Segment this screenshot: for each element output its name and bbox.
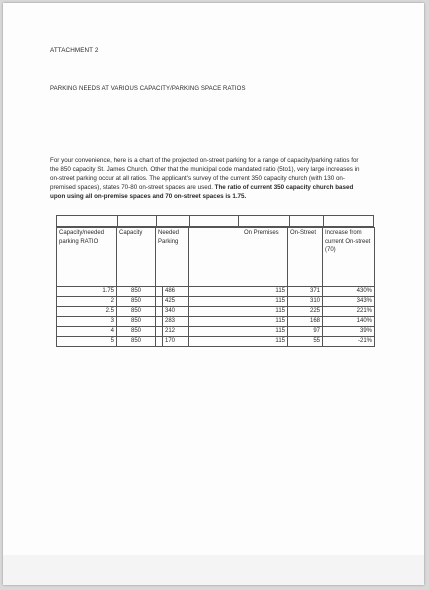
cell-increase: 430% — [323, 287, 375, 297]
header-increase: Increase from current On-street (70) — [323, 228, 375, 287]
table-top-grid — [56, 215, 374, 227]
cell-spacer — [156, 297, 163, 307]
cell-needed: 340 — [163, 307, 189, 317]
header-on-premises: On Premises — [189, 228, 288, 287]
cell-capacity: 850 — [117, 287, 156, 297]
cell-needed: 425 — [163, 297, 189, 307]
table-header-row — [57, 228, 375, 287]
cell-street: 168 — [288, 317, 323, 327]
intro-paragraph — [50, 157, 368, 202]
cell-spacer — [156, 317, 163, 327]
cell-ratio: 2 — [57, 297, 117, 307]
cell-spacer — [156, 307, 163, 317]
cell-ratio: 1.75 — [57, 287, 117, 297]
page-bottom-margin — [3, 555, 424, 585]
cell-ratio: 5 — [57, 337, 117, 347]
cell-increase: 221% — [323, 307, 375, 317]
parking-table — [56, 227, 375, 347]
cell-capacity: 850 — [117, 327, 156, 337]
cell-needed: 486 — [163, 287, 189, 297]
table-row — [57, 337, 375, 347]
cell-ratio: 2.5 — [57, 307, 117, 317]
cell-street: 97 — [288, 327, 323, 337]
cell-needed: 170 — [163, 337, 189, 347]
header-needed-parking: Needed Parking — [156, 228, 189, 287]
cell-capacity: 850 — [117, 307, 156, 317]
cell-increase: 140% — [323, 317, 375, 327]
cell-spacer — [156, 287, 163, 297]
header-on-street: On-Street — [288, 228, 323, 287]
cell-street: 371 — [288, 287, 323, 297]
cell-premises: 115 — [189, 327, 288, 337]
cell-capacity: 850 — [117, 317, 156, 327]
cell-increase: 39% — [323, 327, 375, 337]
cell-increase: 343% — [323, 297, 375, 307]
table-row — [57, 307, 375, 317]
header-ratio: Capacity/needed parking RATIO — [57, 228, 117, 287]
document-heading: PARKING NEEDS AT VARIOUS CAPACITY/PARKING SPACE RATIOS — [50, 86, 246, 92]
cell-capacity: 850 — [117, 297, 156, 307]
cell-premises: 115 — [189, 297, 288, 307]
cell-ratio: 4 — [57, 327, 117, 337]
cell-street: 310 — [288, 297, 323, 307]
cell-increase: -21% — [323, 337, 375, 347]
header-capacity: Capacity — [117, 228, 156, 287]
document-page — [3, 3, 424, 585]
intro-text: For your convenience, here is a chart of the projected on-street parking for a range of capacity/parking ratios for the 850 capacity St. James Church. Other that the municipal code mandated ratio (5to1), very large increases in on-street parking occur at all ratios. The applicant's survey of the current 350 capacity church (with 130 on-premised spaces), states 70-80 on-street spaces are used. — [50, 157, 360, 191]
cell-street: 55 — [288, 337, 323, 347]
cell-street: 225 — [288, 307, 323, 317]
cell-needed: 212 — [163, 327, 189, 337]
cell-premises: 115 — [189, 337, 288, 347]
cell-spacer — [156, 327, 163, 337]
cell-capacity: 850 — [117, 337, 156, 347]
cell-premises: 115 — [189, 317, 288, 327]
cell-ratio: 3 — [57, 317, 117, 327]
cell-premises: 115 — [189, 307, 288, 317]
cell-needed: 283 — [163, 317, 189, 327]
table-row — [57, 317, 375, 327]
cell-premises: 115 — [189, 287, 288, 297]
intro-bold-text: The ratio of current 350 capacity church based upon using all on-premise spaces and 70 on-street spaces is 1.75. — [50, 183, 354, 200]
cell-spacer — [156, 337, 163, 347]
attachment-label: ATTACHMENT 2 — [50, 47, 99, 54]
table-row — [57, 297, 375, 307]
table-row — [57, 287, 375, 297]
table-row — [57, 327, 375, 337]
